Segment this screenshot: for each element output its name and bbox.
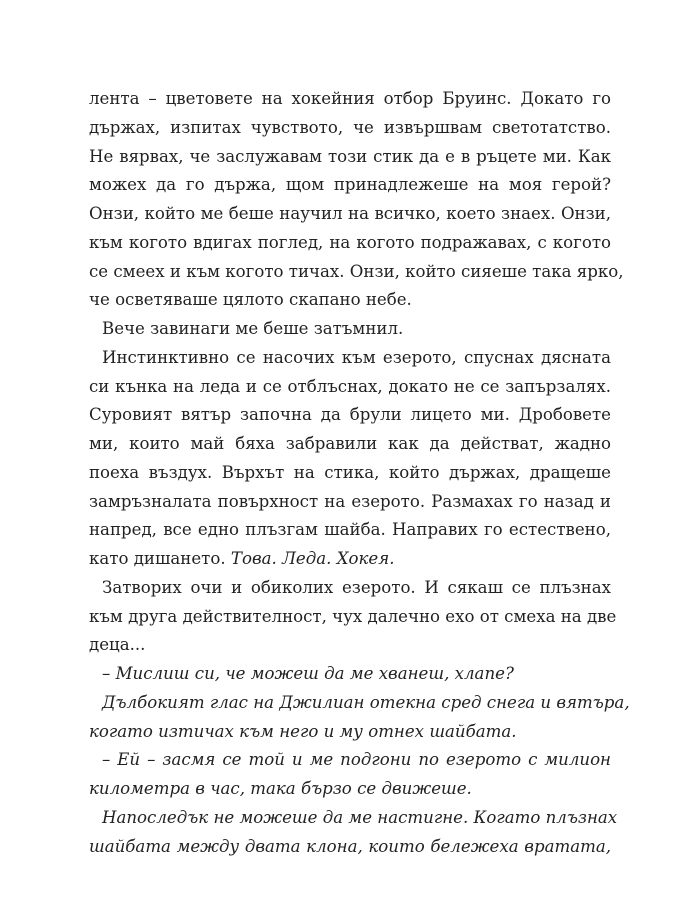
text-line xyxy=(89,545,611,574)
text-line: към когото вдигах поглед, на когото подражавах, с когото xyxy=(89,232,611,252)
text-line: си кънка на леда и се отблъснах, докато не се запързалях. xyxy=(89,376,611,396)
italic-text-line: – Мислиш си, че можеш да ме хванеш, хлапе? xyxy=(102,664,514,683)
page-body-text xyxy=(89,85,630,861)
text-line: Не вярвах, че заслужавам този стик да е в ръцете ми. Как xyxy=(89,146,611,166)
text-line: замръзналата повърхност на езерото. Размахах го назад и xyxy=(89,491,611,511)
text-line: ми, които май бяха забравили как да действат, жадно xyxy=(89,434,611,453)
text-line: Онзи, който ме беше научил на всичко, което знаех. Онзи, xyxy=(89,204,611,223)
italic-text-line: Напоследък не можеше да ме настигне. Когато плъзнах xyxy=(102,807,618,827)
text-line: напред, все едно плъзгам шайба. Направих го естествено, xyxy=(89,520,611,540)
italic-text-line: шайбата между двата клона, които бележеха вратата, xyxy=(89,836,611,856)
text-line: Инстинктивно се насочих към езерото, спуснах дясната xyxy=(102,347,611,367)
italic-text-line: километра в час, така бързо се движеше. xyxy=(89,779,472,798)
text-line: Суровият вятър започна да брули лицето ми. Дробовете xyxy=(89,405,611,425)
italic-text-line: когато изтичах към него и му отнех шайбата. xyxy=(89,721,517,741)
text-line: деца... xyxy=(89,635,146,655)
italic-text-line: Дълбокият глас на Джилиан отекна сред снега и вятъра, xyxy=(102,692,630,712)
text-line: че осветяваше цялото скапано небе. xyxy=(89,290,412,310)
text-line: се смеех и към когото тичах. Онзи, който сияеше така ярко, xyxy=(89,261,624,281)
text-line: поеха въздух. Върхът на стика, който държах, дращеше xyxy=(89,462,611,482)
italic-text-run: Това. Леда. Хокея. xyxy=(230,549,395,568)
text-line: държах, изпитах чувството, че извършвам светотатство. xyxy=(89,117,611,137)
text-line: Затворих очи и обиколих езерото. И сякаш се плъзнах xyxy=(102,577,611,597)
text-run: като дишането. xyxy=(89,549,231,568)
italic-text-line: – Ей – засмя се той и ме подгони по езерото с милион xyxy=(102,750,611,770)
text-line: към друга действителност, чух далечно ехо от смеха на две xyxy=(89,606,617,626)
text-line: лента – цветовете на хокейния отбор Бруинс. Докато го xyxy=(89,89,611,108)
text-line: можех да го държа, щом принадлежеше на моя герой? xyxy=(89,175,611,195)
text-line: Вече завинаги ме беше затъмнил. xyxy=(102,319,404,338)
